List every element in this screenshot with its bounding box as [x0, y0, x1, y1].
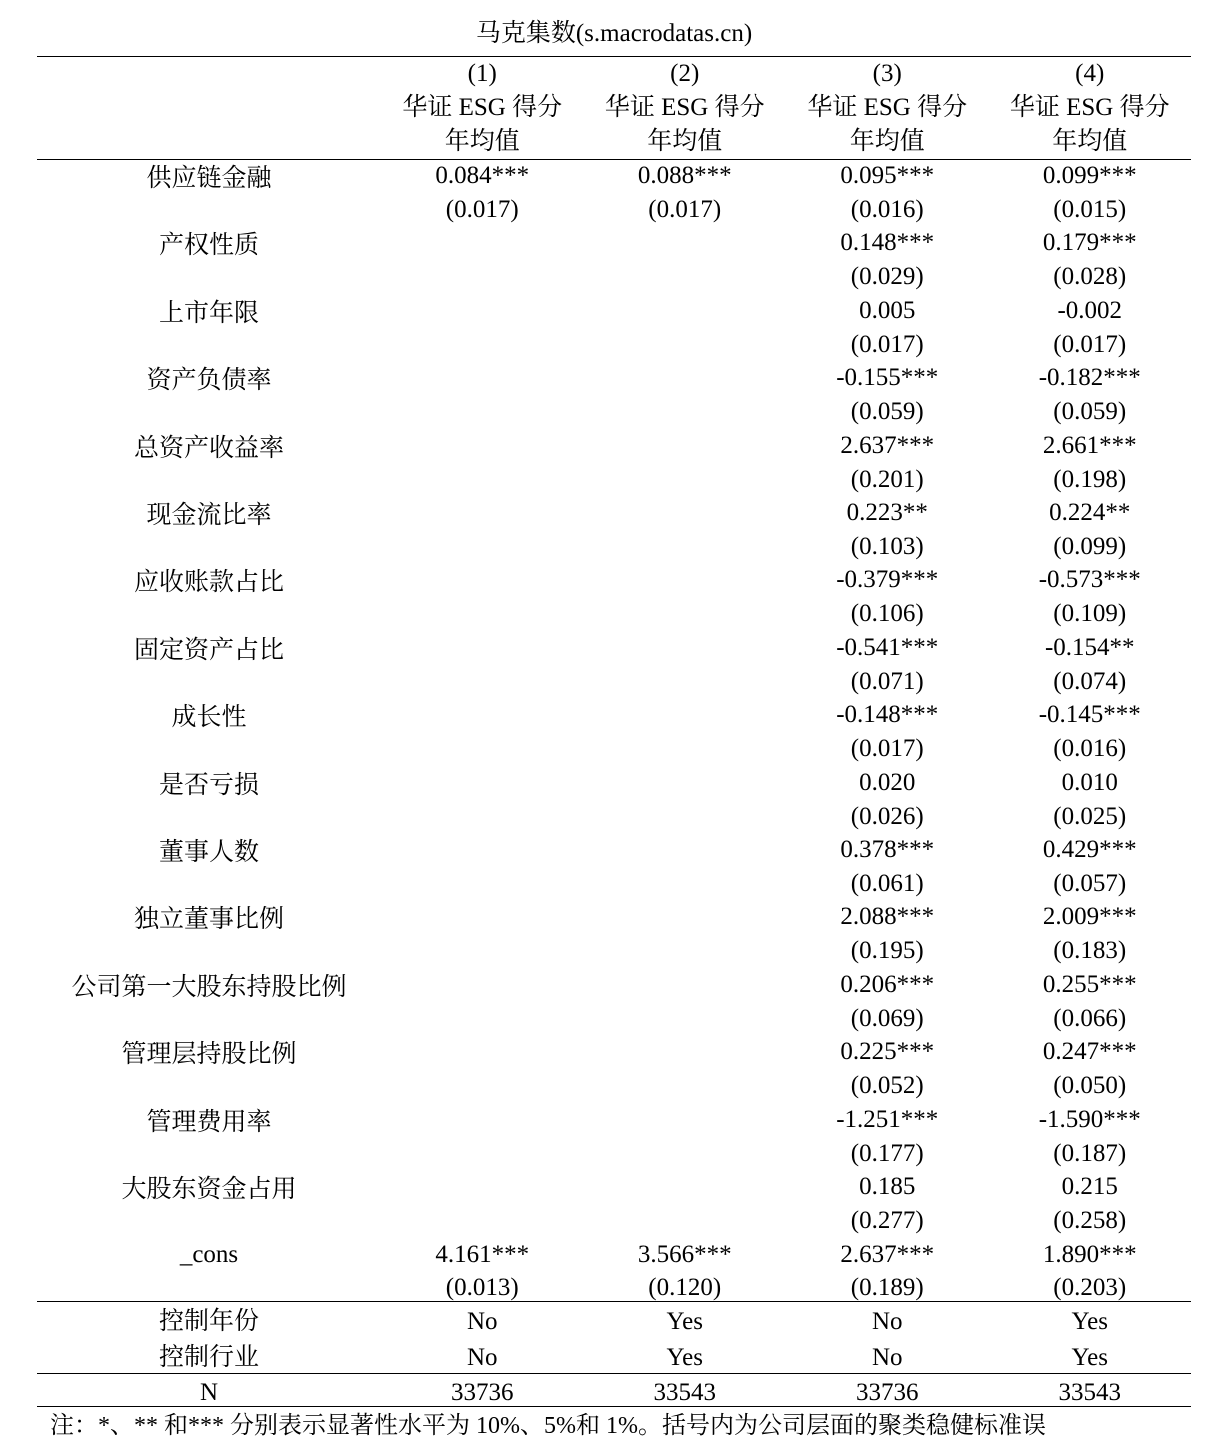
regression-table: [37, 57, 1191, 1410]
coef-cell: -0.155***: [836, 364, 939, 392]
se-row: [37, 395, 1191, 428]
coef-cell: -0.541***: [836, 633, 939, 661]
variable-label: [37, 226, 381, 260]
se-cell: (0.074): [1053, 667, 1127, 695]
se-cell: [584, 463, 787, 496]
variable-label: [37, 1170, 381, 1204]
coef-cell: 0.223**: [846, 499, 928, 527]
coef-cell: [584, 1170, 787, 1204]
coef-cell: [381, 900, 584, 934]
coef-cell: -0.182***: [1038, 364, 1141, 392]
variable-label: [37, 698, 381, 732]
coef-cell: 0.020: [859, 768, 916, 796]
col-num: (4): [1075, 60, 1105, 87]
coef-cell: [381, 429, 584, 463]
se-cell: (0.069): [850, 1004, 924, 1032]
variable-label-text: 资产负债率: [146, 367, 272, 395]
coef-cell: 0.255***: [1042, 970, 1137, 998]
se-cell: [381, 463, 584, 496]
label-empty: [37, 530, 381, 563]
coef-cell: [381, 1103, 584, 1137]
se-cell: [381, 665, 584, 698]
n-value: 33736: [856, 1378, 919, 1406]
coef-cell: 2.637***: [840, 431, 935, 459]
se-cell: (0.120): [648, 1273, 722, 1301]
se-cell: (0.258): [1053, 1207, 1127, 1235]
coef-cell: [381, 631, 584, 665]
se-cell: [381, 1002, 584, 1035]
header-empty: [37, 91, 381, 125]
coef-cell: 0.378***: [840, 836, 935, 864]
se-cell: [381, 800, 584, 833]
coef-cell: 2.637***: [840, 1240, 935, 1268]
header-row-numbers: [37, 57, 1191, 91]
coef-cell: [584, 766, 787, 800]
control-value: No: [871, 1307, 903, 1335]
se-cell: [381, 732, 584, 765]
se-row: [37, 867, 1191, 900]
se-row: [37, 328, 1191, 361]
se-cell: [381, 1204, 584, 1237]
se-cell: (0.028): [1053, 263, 1127, 291]
se-row: [37, 732, 1191, 765]
se-row: [37, 193, 1191, 226]
coef-cell: 0.148***: [840, 229, 935, 257]
coef-cell: [584, 698, 787, 732]
variable-label: [37, 429, 381, 463]
se-cell: (0.016): [1053, 735, 1127, 763]
variable-label: [37, 631, 381, 665]
variable-label-text: 是否亏损: [158, 771, 259, 799]
variable-label-text: 现金流比率: [146, 502, 272, 530]
col-num: (2): [670, 60, 700, 87]
se-cell: (0.183): [1053, 937, 1127, 965]
control-value: No: [466, 1307, 498, 1335]
label-empty: [37, 665, 381, 698]
coef-cell: [584, 226, 787, 260]
coef-cell: [584, 1103, 787, 1137]
se-row: [37, 934, 1191, 967]
coef-row: [37, 833, 1191, 867]
coef-cell: 0.099***: [1042, 162, 1137, 189]
coef-cell: [381, 294, 584, 328]
se-cell: [584, 665, 787, 698]
label-empty: [37, 1002, 381, 1035]
se-cell: [584, 260, 787, 293]
se-cell: (0.187): [1053, 1139, 1127, 1167]
coef-cell: 0.088***: [637, 162, 732, 189]
coef-cell: [584, 563, 787, 597]
se-cell: [584, 1204, 787, 1237]
n-value: 33543: [1058, 1378, 1121, 1406]
se-row: [37, 530, 1191, 563]
se-cell: (0.061): [850, 870, 924, 898]
table-note: 注：*、** 和*** 分别表示显著性水平为 10%、5%和 1%。括号内为公司层面的聚类稳健标准误: [50, 1413, 1046, 1439]
label-empty: [37, 800, 381, 833]
se-row: [37, 1204, 1191, 1237]
coef-cell: 2.088***: [840, 903, 935, 931]
control-row: [37, 1304, 1191, 1340]
label-empty: [37, 193, 381, 226]
variable-label-text: 固定资产占比: [133, 636, 284, 664]
variable-label-text: 供应链金融: [146, 165, 272, 192]
se-cell: [381, 867, 584, 900]
variable-label-text: 管理费用率: [146, 1108, 272, 1136]
se-cell: [584, 597, 787, 630]
coef-cell: 3.566***: [637, 1240, 732, 1268]
se-cell: (0.050): [1053, 1072, 1127, 1100]
coef-cell: 0.429***: [1042, 836, 1137, 864]
coef-cell: 0.225***: [840, 1038, 935, 1066]
se-cell: (0.103): [850, 533, 924, 561]
col-dep-var: 华证 ESG 得分: [402, 94, 563, 121]
col-dep-var: 年均值: [444, 128, 520, 155]
coef-cell: [584, 429, 787, 463]
se-cell: (0.029): [850, 263, 924, 291]
coef-cell: 0.224**: [1049, 499, 1131, 527]
label-empty: [37, 395, 381, 428]
se-cell: [381, 1137, 584, 1170]
control-value: Yes: [666, 1307, 703, 1335]
coef-cell: 0.095***: [840, 162, 935, 189]
label-empty: [37, 732, 381, 765]
se-cell: (0.277): [850, 1207, 924, 1235]
n-value: 33543: [653, 1378, 716, 1406]
coef-cell: [381, 361, 584, 395]
coef-cell: 1.890***: [1042, 1240, 1137, 1268]
se-cell: [381, 260, 584, 293]
coef-cell: 4.161***: [435, 1240, 530, 1268]
coef-row: [37, 159, 1191, 193]
coef-cell: [381, 226, 584, 260]
coef-cell: [584, 900, 787, 934]
label-empty: [37, 1271, 381, 1304]
se-cell: (0.201): [850, 465, 924, 493]
se-cell: (0.059): [1053, 398, 1127, 426]
variable-label: [37, 968, 381, 1002]
label-empty: [37, 597, 381, 630]
se-cell: [381, 328, 584, 361]
coef-cell: -0.154**: [1044, 633, 1135, 661]
variable-label-text: 上市年限: [158, 299, 259, 327]
se-cell: [584, 732, 787, 765]
n-value: 33736: [451, 1378, 514, 1406]
coef-cell: [381, 496, 584, 530]
se-cell: (0.026): [850, 802, 924, 830]
control-label: 控制年份: [158, 1307, 259, 1335]
variable-label-text: 总资产收益率: [133, 434, 284, 462]
coef-row: [37, 1103, 1191, 1137]
variable-label-text: 董事人数: [158, 839, 259, 867]
coef-row: [37, 900, 1191, 934]
label-empty: [37, 1204, 381, 1237]
se-cell: [584, 1137, 787, 1170]
coef-cell: -0.002: [1057, 296, 1123, 324]
header-empty: [37, 57, 381, 91]
coef-cell: [584, 631, 787, 665]
variable-label: [37, 1103, 381, 1137]
se-row: [37, 800, 1191, 833]
coef-row: [37, 226, 1191, 260]
coef-cell: [584, 1035, 787, 1069]
n-label: N: [199, 1378, 219, 1406]
variable-label: [37, 294, 381, 328]
cons-coef-row: [37, 1238, 1191, 1271]
se-cell: (0.017): [1053, 330, 1127, 358]
coef-cell: -0.379***: [836, 566, 939, 594]
col-dep-var: 华证 ESG 得分: [604, 94, 765, 121]
se-cell: [584, 867, 787, 900]
coef-row: [37, 766, 1191, 800]
coef-cell: 0.215: [1061, 1173, 1118, 1201]
se-cell: (0.015): [1053, 196, 1127, 223]
variable-label: [37, 496, 381, 530]
coef-cell: 0.084***: [435, 162, 530, 189]
se-cell: (0.017): [648, 196, 722, 223]
variable-label-text: 独立董事比例: [133, 906, 284, 934]
coef-cell: [584, 294, 787, 328]
variable-label-text: 应收账款占比: [133, 569, 284, 597]
se-cell: (0.066): [1053, 1004, 1127, 1032]
coef-row: [37, 294, 1191, 328]
label-empty: [37, 260, 381, 293]
col-dep-var: 年均值: [849, 128, 925, 155]
variable-label: [37, 159, 381, 193]
control-value: Yes: [1071, 1307, 1108, 1335]
control-value: No: [871, 1343, 903, 1371]
header-row-dep1: [37, 91, 1191, 125]
coef-cell: [381, 833, 584, 867]
coef-cell: 2.009***: [1042, 903, 1137, 931]
coef-cell: [381, 698, 584, 732]
coef-cell: 0.206***: [840, 970, 935, 998]
se-cell: [584, 328, 787, 361]
coef-cell: 0.010: [1061, 768, 1118, 796]
label-empty: [37, 934, 381, 967]
variable-label: [37, 361, 381, 395]
control-value: Yes: [666, 1343, 703, 1371]
table-title: 马克集数(s.macrodatas.cn): [475, 20, 753, 47]
coef-cell: 2.661***: [1042, 431, 1137, 459]
coef-cell: [381, 968, 584, 1002]
coef-row: [37, 361, 1191, 395]
col-num: (1): [467, 60, 497, 87]
coef-cell: -1.590***: [1038, 1105, 1141, 1133]
variable-label: [37, 1035, 381, 1069]
coef-cell: [381, 563, 584, 597]
col-dep-var: 年均值: [647, 128, 723, 155]
se-row: [37, 463, 1191, 496]
se-cell: [381, 530, 584, 563]
se-cell: (0.177): [850, 1139, 924, 1167]
se-row: [37, 1137, 1191, 1170]
variable-label-text: 公司第一大股东持股比例: [71, 973, 347, 1001]
coef-cell: [381, 766, 584, 800]
se-cell: [381, 1069, 584, 1102]
cons-se-row: [37, 1271, 1191, 1304]
coef-cell: -1.251***: [836, 1105, 939, 1133]
se-cell: [584, 934, 787, 967]
coef-row: [37, 563, 1191, 597]
variable-label-text: 产权性质: [158, 232, 259, 260]
coef-cell: [381, 1035, 584, 1069]
variable-label-text: 管理层持股比例: [121, 1041, 297, 1069]
label-empty: [37, 867, 381, 900]
coef-row: [37, 1170, 1191, 1204]
variable-label: [37, 900, 381, 934]
coef-cell: [584, 968, 787, 1002]
se-cell: [584, 800, 787, 833]
header-empty: [37, 125, 381, 159]
se-row: [37, 665, 1191, 698]
se-cell: [584, 530, 787, 563]
se-cell: (0.017): [850, 330, 924, 358]
variable-label: [37, 766, 381, 800]
coef-row: [37, 496, 1191, 530]
se-cell: (0.195): [850, 937, 924, 965]
coef-cell: 0.185: [859, 1173, 916, 1201]
coef-cell: -0.145***: [1038, 701, 1141, 729]
coef-row: [37, 698, 1191, 732]
label-empty: [37, 328, 381, 361]
coef-row: [37, 429, 1191, 463]
coef-cell: -0.148***: [836, 701, 939, 729]
se-row: [37, 1069, 1191, 1102]
se-cell: (0.017): [445, 196, 519, 223]
se-cell: (0.071): [850, 667, 924, 695]
label-empty: [37, 1069, 381, 1102]
se-cell: [381, 934, 584, 967]
control-label: 控制行业: [158, 1343, 259, 1371]
control-value: No: [466, 1343, 498, 1371]
coef-row: [37, 968, 1191, 1002]
n-row: [37, 1376, 1191, 1410]
header-row-dep2: [37, 125, 1191, 159]
label-empty: [37, 463, 381, 496]
coef-cell: 0.179***: [1042, 229, 1137, 257]
se-cell: (0.109): [1053, 600, 1127, 628]
se-cell: (0.016): [850, 196, 924, 223]
se-row: [37, 260, 1191, 293]
coef-cell: [584, 496, 787, 530]
se-cell: (0.203): [1053, 1273, 1127, 1301]
coef-cell: 0.247***: [1042, 1038, 1137, 1066]
variable-label-text: 成长性: [171, 704, 247, 732]
se-cell: (0.025): [1053, 802, 1127, 830]
coef-row: [37, 631, 1191, 665]
se-cell: (0.059): [850, 398, 924, 426]
se-cell: (0.198): [1053, 465, 1127, 493]
coef-cell: [584, 361, 787, 395]
se-cell: (0.189): [850, 1273, 924, 1301]
se-cell: (0.052): [850, 1072, 924, 1100]
control-value: Yes: [1071, 1343, 1108, 1371]
col-dep-var: 华证 ESG 得分: [1009, 94, 1170, 121]
variable-label: _cons: [179, 1240, 239, 1268]
col-dep-var: 华证 ESG 得分: [807, 94, 968, 121]
col-dep-var: 年均值: [1052, 128, 1128, 155]
label-empty: [37, 1137, 381, 1170]
se-cell: [381, 597, 584, 630]
coef-cell: -0.573***: [1038, 566, 1141, 594]
se-cell: (0.017): [850, 735, 924, 763]
se-cell: [584, 1002, 787, 1035]
coef-cell: 0.005: [859, 296, 916, 324]
se-cell: (0.013): [445, 1273, 519, 1301]
se-cell: (0.057): [1053, 870, 1127, 898]
se-cell: [584, 395, 787, 428]
se-cell: (0.099): [1053, 533, 1127, 561]
se-cell: (0.106): [850, 600, 924, 628]
variable-label: [37, 563, 381, 597]
coef-cell: [381, 1170, 584, 1204]
variable-label: [37, 833, 381, 867]
se-cell: [381, 395, 584, 428]
se-cell: [584, 1069, 787, 1102]
se-row: [37, 1002, 1191, 1035]
se-row: [37, 597, 1191, 630]
control-row: [37, 1340, 1191, 1376]
coef-cell: [584, 833, 787, 867]
coef-row: [37, 1035, 1191, 1069]
variable-label-text: 大股东资金占用: [121, 1176, 297, 1204]
col-num: (3): [872, 60, 902, 87]
